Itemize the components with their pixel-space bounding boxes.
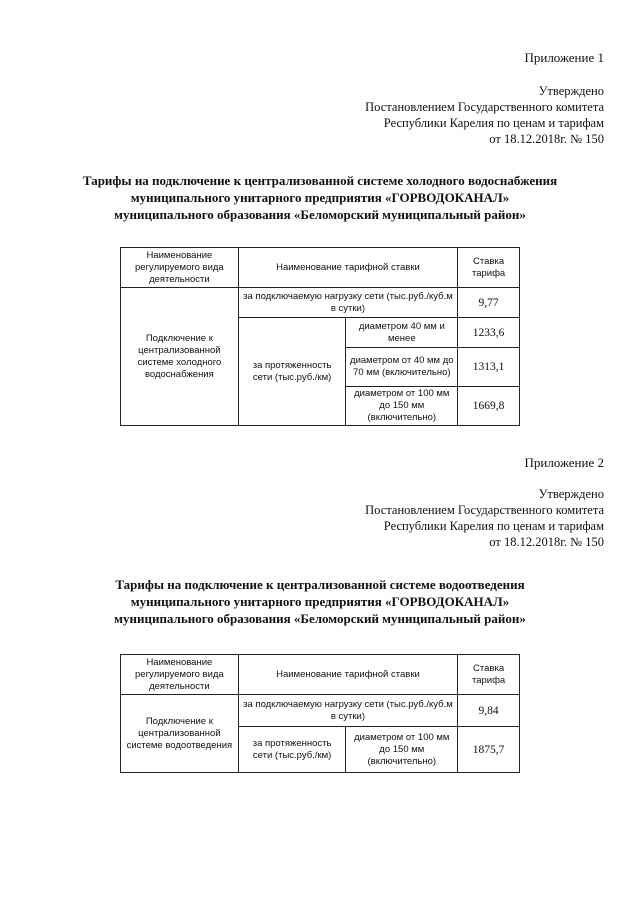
title-line: Тарифы на подключение к централизованной системе холодного водоснабжения: [82, 173, 558, 188]
length-label-cell: за протяженность сети (тыс.руб./км): [238, 318, 346, 426]
length-label-cell: за протяженность сети (тыс.руб./км): [238, 727, 346, 773]
approval-line: Республики Карелия по ценам и тарифам: [383, 116, 604, 130]
header-rate-value: Ставка тарифа: [458, 655, 520, 695]
appendix-2-label: Приложение 2: [524, 455, 604, 470]
load-label-cell: за подключаемую нагрузку сети (тыс.руб./куб.м в сутки): [238, 695, 457, 727]
diameter-cell: диаметром от 100 мм до 150 мм (включительно): [346, 727, 458, 773]
title-line: муниципального образования «Беломорский муниципальный район»: [114, 207, 526, 222]
rate-value-cell: 1669,8: [458, 387, 520, 426]
approval-line: от 18.12.2018г. № 150: [489, 132, 604, 146]
diameter-cell: диаметром от 100 мм до 150 мм (включительно): [346, 387, 458, 426]
appendix-2-title: [60, 576, 580, 627]
load-label-cell: за подключаемую нагрузку сети (тыс.руб./куб.м в сутки): [238, 288, 457, 318]
diameter-cell: диаметром от 40 мм до 70 мм (включительно): [346, 348, 458, 387]
approval-line: Постановлением Государственного комитета: [365, 503, 604, 517]
rate-value-cell: 1233,6: [458, 318, 520, 348]
tariff-table-2: [120, 654, 520, 773]
approval-line: от 18.12.2018г. № 150: [489, 535, 604, 549]
header-rate-value: Ставка тарифа: [458, 248, 520, 288]
header-activity: Наименование регулируемого вида деятельности: [121, 655, 239, 695]
activity-cell: Подключение к централизованной системе холодного водоснабжения: [121, 288, 239, 426]
appendix-1-label: Приложение 1: [524, 50, 604, 65]
rate-value-cell: 1313,1: [458, 348, 520, 387]
approval-line: Утверждено: [538, 84, 604, 98]
header-activity: Наименование регулируемого вида деятельности: [121, 248, 239, 288]
header-rate-name: Наименование тарифной ставки: [238, 655, 457, 695]
appendix-1-approval: [365, 83, 604, 147]
appendix-1-title: [60, 172, 580, 223]
approval-line: Утверждено: [538, 487, 604, 501]
load-value-cell: 9,84: [458, 695, 520, 727]
title-line: Тарифы на подключение к централизованной системе водоотведения: [115, 577, 525, 592]
header-rate-name: Наименование тарифной ставки: [238, 248, 457, 288]
title-line: муниципального унитарного предприятия «ГОРВОДОКАНАЛ»: [130, 594, 510, 609]
activity-cell: Подключение к централизованной системе водоотведения: [121, 695, 239, 773]
appendix-2-approval: [365, 486, 604, 550]
load-value-cell: 9,77: [458, 288, 520, 318]
tariff-table-1: [120, 247, 520, 426]
approval-line: Постановлением Государственного комитета: [365, 100, 604, 114]
diameter-cell: диаметром 40 мм и менее: [346, 318, 458, 348]
title-line: муниципального образования «Беломорский муниципальный район»: [114, 611, 526, 626]
title-line: муниципального унитарного предприятия «ГОРВОДОКАНАЛ»: [130, 190, 510, 205]
rate-value-cell: 1875,7: [458, 727, 520, 773]
approval-line: Республики Карелия по ценам и тарифам: [383, 519, 604, 533]
